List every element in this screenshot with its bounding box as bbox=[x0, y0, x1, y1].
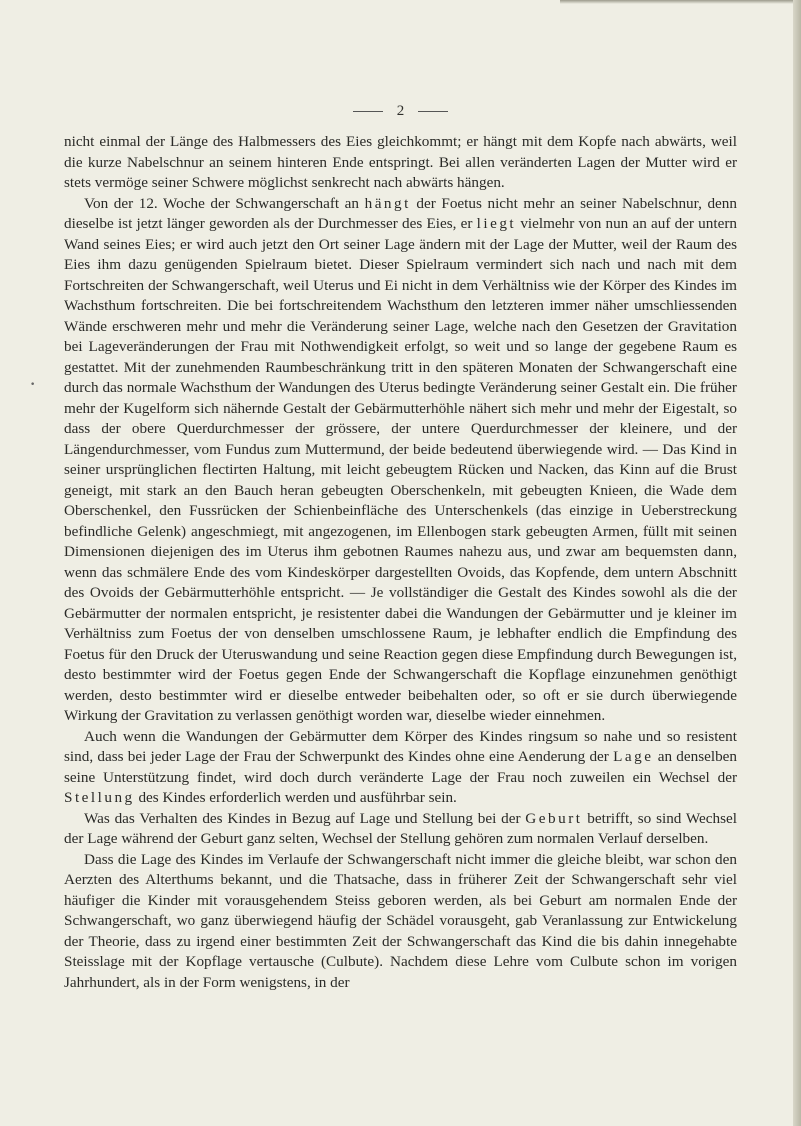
page-right-edge bbox=[793, 0, 801, 1126]
emphasis-lage: Lage bbox=[613, 748, 654, 765]
paragraph-3-part: an denselben seine Unterstützung findet, wird doch durch veränderte Lage der Frau noch zuweilen ein Wechsel der bbox=[64, 748, 738, 786]
emphasis-geburt: Geburt bbox=[525, 809, 583, 827]
paragraph-4-part: betrifft, so sind Wechsel der Lage während der Geburt ganz selten, Wechsel der Stellung gehören zum normalen Verlauf derselben. bbox=[64, 809, 737, 847]
emphasis-liegt: liegt bbox=[476, 215, 517, 232]
page-top-shadow bbox=[560, 0, 801, 4]
paragraph-5: Dass die Lage des Kindes im Verlaufe der Schwangerschaft nicht immer die gleiche bleibt, war schon den Aerzten des Alterthums bekannt, und die Thatsache, dass in früherer Zeit der Schwangerschaft sehr viel häufiger die Kinder mit vorausgehendem Steiss geboren werden, als bei Geburt am normalen Ende der Schwangerschaft, wo ganz überwiegend häufig der Schädel vorausgeht, gab Veranlassung zur Entwickelung der Theorie, dass zu irgend einer bestimmten Zeit der Schwangerschaft das Kind die bis dahin innegehabte Steisslage mit der Kopflage vertausche (Culbute). Nachdem diese Lehre vom Culbute schon im vorigen Jahrhundert, als in der Form wenigstens, in der bbox=[64, 850, 737, 991]
paragraph-1: nicht einmal der Länge des Halbmessers des Eies gleichkommt; er hängt mit dem Kopfe nach abwärts, weil die kurze Nabelschnur an seinem hinteren Ende entspringt. Bei allen veränderten Lagen der Mutter wird er stets vermöge seiner Schwere möglichst senkrecht nach abwärts hängen. bbox=[64, 133, 737, 191]
paragraph-3-part: des Kindes erforderlich werden und ausführbar sein. bbox=[134, 789, 457, 806]
page-number: 2 bbox=[396, 103, 405, 119]
page-header bbox=[0, 103, 801, 120]
emphasis-haengt: hängt bbox=[364, 194, 411, 212]
paragraph-2-part: Von der 12. Woche der Schwangerschaft an bbox=[84, 194, 365, 212]
emphasis-stellung: Stellung bbox=[64, 789, 135, 806]
paragraph-4-part: Was das Verhalten des Kindes in Bezug auf Lage und Stellung bei der bbox=[84, 809, 526, 827]
paragraph-2-part: vielmehr von nun an auf der untern Wand seines Eies; er wird auch jetzt den Ort seiner Lage ändern mit der Lage der Mutter, weil der Raum des Eies ihm dazu genügenden Spielraum bietet. Dieser Spielraum vermindert sich nach und nach mit dem Fortschreiten der Schwangerschaft, weil Uterus und Ei nicht in dem Verhältniss wie der Körper des Kindes im Wachsthum fortschreiten. Die bei fortschreitendem Wachsthum den letzteren immer näher umschliessenden Wände erschweren mehr und mehr die Veränderung seiner Lage, welche nach den Gesetzen der Gravitation bei Lageveränderungen der Frau mit Nothwendigkeit erfolgt, so weit und so lange der gegebene Raum es gestattet. Mit der zunehmenden Raumbeschränkung tritt in den späteren Monaten der Schwangerschaft eine durch das normale Wachsthum der Wandungen des Uterus bedingte Veränderung seiner Gestalt ein. Die früher mehr der Kugelform sich nähernde Gestalt der Gebärmutterhöhle nähert sich mehr und mehr der Eigestalt, so dass der obere Querdurchmesser der grössere, der untere Querdurchmesser der kleinere, und der Längendurchmesser, vom Fundus zum Muttermund, der beide bedeutend überwiegende wird. — Das Kind in seiner ursprünglichen flectirten Haltung, mit leicht gebeugtem Rücken und Nacken, das Kinn auf die Brust geneigt, mit stark an den Bauch heran gebeugten Oberschenkeln, mit gebeugten Knieen, die Wade dem Oberschenkel, den Fussrücken der Schienbeinfläche des Unterschenkels (das einzige in Ueberstreckung befindliche Gelenk) angeschmiegt, mit angezogenen, im Ellenbogen stark gebeugten Armen, füllt mit seinen Dimensionen diejenigen des im Uterus ihm gebotnen Raumes nahezu aus, und zwar am bequemsten dann, wenn das schmälere Ende des vom Kindeskörper dargestellten Ovoids, das Kopfende, dem untern Abschnitt des Ovoids der Gebärmutterhöhle entspricht. — Je vollständiger die Gestalt des Kindes sowohl als die der Gebärmutter der normalen entspricht, je resistenter dabei die Wandungen der Gebärmutter und je kleiner im Verhältniss zum Foetus der von denselben umschlossene Raum, je lebhafter endlich die Empfindung des Foetus für den Druck der Uteruswandung und seine Reaction gegen diese Empfindung durch Bewegungen ist, desto bestimmter wird der Foetus gegen Ende der Schwangerschaft die Kopflage einzunehmen genöthigt werden, desto bestimmter wird er dieselbe entweder beibehalten oder, so oft er sie durch überwiegende Wirkung der Gravitation zu verlassen genöthigt worden war, dieselbe wieder einnehmen. bbox=[64, 215, 737, 724]
paragraph-2-part: der Foetus nicht mehr an seiner Nabelschnur, denn dieselbe ist jetzt länger geworden als der Durchmesser des Eies, er bbox=[64, 194, 737, 232]
header-rule-left bbox=[353, 111, 383, 112]
paragraph-4 bbox=[64, 809, 737, 850]
paragraph-3-part: Auch wenn die Wandungen der Gebärmutter dem Körper des Kindes ringsum so nahe und so resistent sind, dass bei jeder Lage der Frau der Schwerpunkt des Kindes ohne eine Aenderung der bbox=[64, 727, 737, 765]
margin-mark-icon: • bbox=[30, 380, 36, 390]
paragraph-3 bbox=[64, 727, 737, 809]
paragraph-2 bbox=[64, 194, 737, 727]
header-rule-right bbox=[418, 111, 448, 112]
body-text bbox=[64, 132, 737, 993]
